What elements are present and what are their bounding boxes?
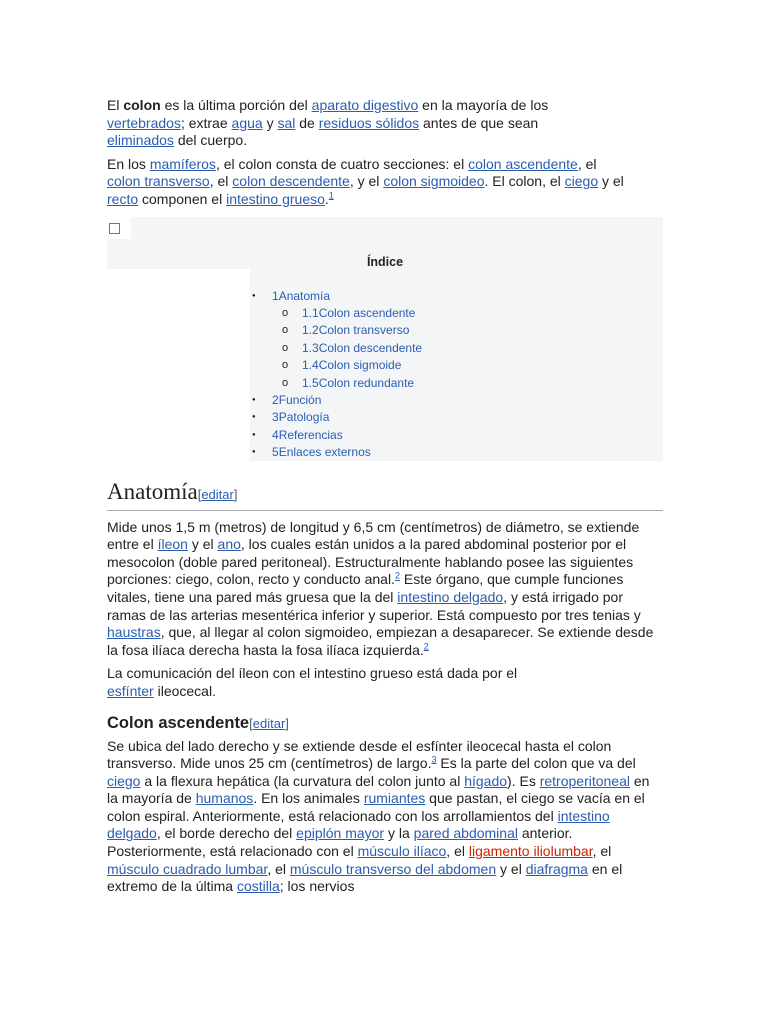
ascendente-paragraph-1 xyxy=(107,738,663,896)
text: , el xyxy=(577,155,597,172)
text: Es la parte del colon que va del xyxy=(436,755,636,772)
text: , y está irrigado por ramas de las arterias mesentérica inferior y superior. Está compuesto por tres tenias y xyxy=(107,588,641,623)
text: ; los nervios xyxy=(279,878,355,895)
toc-title: Índice xyxy=(366,254,404,269)
text: y el xyxy=(496,860,526,877)
text: ). Es xyxy=(507,772,540,789)
toc-item[interactable] xyxy=(252,305,422,322)
toc-item[interactable] xyxy=(252,444,422,461)
link-colon-sigmoideo[interactable]: colon sigmoideo xyxy=(383,173,485,190)
link-eliminados[interactable]: eliminados xyxy=(107,132,174,149)
toc-label[interactable]: Colon transverso xyxy=(318,323,410,338)
toc-item[interactable] xyxy=(252,322,422,339)
text: ; extrae xyxy=(180,114,232,131)
anatomia-paragraph-2 xyxy=(107,665,547,700)
reference-marker[interactable] xyxy=(329,190,334,200)
link-ano[interactable]: ano xyxy=(217,536,241,553)
link-costilla[interactable]: costilla xyxy=(236,878,280,895)
link-rumiantes[interactable]: rumiantes xyxy=(363,790,426,807)
text: del cuerpo. xyxy=(173,132,248,149)
text: , el xyxy=(209,173,233,190)
edit-link[interactable]: editar xyxy=(252,715,286,731)
toc-item[interactable] xyxy=(252,409,422,426)
link-sal[interactable]: sal xyxy=(277,114,296,131)
text: antes de que sean xyxy=(419,114,539,131)
section-heading-anatomia xyxy=(107,479,663,511)
toc-item[interactable] xyxy=(252,288,422,305)
text: . En los animales xyxy=(253,790,364,807)
article-subject: colon xyxy=(123,97,161,113)
table-of-contents xyxy=(107,217,663,461)
text: . xyxy=(324,190,329,207)
text: , los cuales están unidos a la pared abdominal posterior por el mesocolon (doble pared peritoneal). Estructuralmente hablando posee las siguientes porciones: ciego, colon, recto y conducto anal. xyxy=(107,536,634,588)
text: ileocecal. xyxy=(153,682,216,699)
text: componen el xyxy=(138,190,227,207)
toc-toggle-checkbox-icon[interactable] xyxy=(109,223,120,234)
link-intestino-grueso[interactable]: intestino grueso xyxy=(226,190,325,207)
link-humanos[interactable]: humanos xyxy=(195,790,254,807)
link-musculo-cuadrado-lumbar[interactable]: músculo cuadrado lumbar xyxy=(107,860,268,877)
link-recto[interactable]: recto xyxy=(107,190,139,207)
text: , el borde derecho del xyxy=(156,825,297,842)
link-aparato-digestivo[interactable]: aparato digestivo xyxy=(311,97,419,113)
link-ileon[interactable]: íleon xyxy=(157,536,188,553)
toc-number: 1.3 xyxy=(302,340,319,355)
text: que pastan, el ciego se vacía en el colon espiral. Anteriormente, está relacionado con los arrollamientos del xyxy=(107,790,645,824)
toc-label[interactable]: Función xyxy=(278,392,322,407)
text: , el xyxy=(267,860,290,877)
text: La comunicación del íleon con el intestino grueso está dada por el xyxy=(107,665,518,682)
toc-item[interactable] xyxy=(252,427,422,444)
link-intestino-delgado[interactable]: intestino delgado xyxy=(107,807,610,842)
link-mamiferos[interactable]: mamíferos xyxy=(149,155,216,172)
heading-text: Colon ascendente xyxy=(107,713,250,732)
toc-list xyxy=(252,288,422,462)
toc-item[interactable] xyxy=(252,375,422,392)
link-ciego[interactable]: ciego xyxy=(107,772,141,789)
reference-link[interactable]: 2 xyxy=(394,570,400,581)
link-residuos-solidos[interactable]: residuos sólidos xyxy=(318,114,420,131)
text: Este órgano, que cumple funciones vitales, tiene una pared más gruesa que la del xyxy=(107,571,624,605)
toc-label[interactable]: Anatomía xyxy=(278,288,331,303)
edit-section-link: [editar] xyxy=(197,486,238,502)
intro-paragraph-2 xyxy=(107,156,627,209)
anatomia-paragraph-1 xyxy=(107,519,663,660)
link-agua[interactable]: agua xyxy=(231,114,263,131)
link-ciego[interactable]: ciego xyxy=(564,173,599,190)
text: es la última porción del xyxy=(160,97,312,113)
link-epiplon-mayor[interactable]: epiplón mayor xyxy=(296,825,385,842)
text: Mide unos 1,5 m (metros) de longitud y 6,5 cm (centímetros) de diámetro, se extiende entre el xyxy=(107,518,640,553)
toc-number: 1.5 xyxy=(302,375,319,390)
text: y xyxy=(262,114,278,131)
edit-link[interactable]: editar xyxy=(201,486,234,502)
link-colon-ascendente[interactable]: colon ascendente xyxy=(468,155,578,172)
heading-text: Anatomía xyxy=(107,478,198,504)
text: , el colon consta de cuatro secciones: el xyxy=(215,155,469,172)
toc-number: 1 xyxy=(272,288,279,303)
link-vertebrados[interactable]: vertebrados xyxy=(107,114,181,131)
link-colon-descendente[interactable]: colon descendente xyxy=(232,173,350,190)
link-diafragma[interactable]: diafragma xyxy=(525,860,588,877)
toc-label[interactable]: Patología xyxy=(278,410,330,425)
link-colon-transverso[interactable]: colon transverso xyxy=(107,173,210,190)
text: a la flexura hepática (la curvatura del colon junto al xyxy=(140,772,465,789)
toc-toggle-area xyxy=(107,217,131,239)
text: y el xyxy=(187,536,218,553)
text: y el xyxy=(598,173,624,190)
reference-link[interactable]: 2 xyxy=(423,641,429,652)
article-content xyxy=(107,97,663,902)
text: Se ubica del lado derecho y se extiende desde el esfínter ileocecal hasta el colon transverso. Mide unos 25 cm (centímetros) de largo. xyxy=(107,737,612,772)
text: de xyxy=(295,114,319,131)
toc-item[interactable] xyxy=(252,357,422,374)
link-retroperitoneal[interactable]: retroperitoneal xyxy=(539,772,630,789)
reference-link[interactable]: 1 xyxy=(328,190,334,201)
reference-marker[interactable] xyxy=(424,641,429,651)
toc-label[interactable]: Colon sigmoide xyxy=(318,358,402,373)
reference-link[interactable]: 3 xyxy=(431,754,437,765)
link-higado[interactable]: hígado xyxy=(464,772,508,789)
text: y la xyxy=(384,825,414,842)
link-musculo-transverso-abdomen[interactable]: músculo transverso del abdomen xyxy=(289,860,497,877)
link-intestino-delgado[interactable]: intestino delgado xyxy=(397,588,504,605)
toc-number: 3 xyxy=(272,410,279,425)
text: . El colon, el xyxy=(484,173,565,190)
text: anterior. Posteriormente, está relacionado con el xyxy=(107,825,573,860)
toc-item[interactable] xyxy=(252,340,422,357)
text: El xyxy=(107,97,124,113)
toc-number: 1.4 xyxy=(302,358,319,373)
toc-label[interactable]: Referencias xyxy=(278,427,343,442)
toc-number: 1.1 xyxy=(302,305,319,320)
toc-blank-area xyxy=(107,269,250,461)
text: , que, al llegar al colon sigmoideo, empiezan a desaparecer. Se extiende desde la fosa ilíaca derecha hasta la fosa ilíaca izquierda. xyxy=(107,624,654,658)
toc-label[interactable]: Enlaces externos xyxy=(278,445,371,460)
link-ligamento-iliolumbar[interactable]: ligamento iliolumbar xyxy=(468,843,593,860)
text: , y el xyxy=(349,173,384,190)
section-heading-colon-ascendente xyxy=(107,713,663,734)
link-esfinter[interactable]: esfínter xyxy=(107,682,154,699)
text: En los xyxy=(107,155,150,172)
toc-number: 2 xyxy=(272,392,279,407)
toc-label[interactable]: Colon ascendente xyxy=(318,305,416,320)
intro-paragraph-1 xyxy=(107,97,567,150)
toc-number: 1.2 xyxy=(302,323,319,338)
link-musculo-iliaco[interactable]: músculo ilíaco xyxy=(357,843,447,860)
text: , el xyxy=(446,843,469,860)
toc-number: 5 xyxy=(272,445,279,460)
text: en el extremo de la última xyxy=(107,860,623,895)
toc-label[interactable]: Colon redundante xyxy=(318,375,415,390)
text: en la mayoría de los xyxy=(418,97,549,113)
text: en la mayoría de xyxy=(107,772,650,807)
text: , el xyxy=(592,843,612,860)
toc-label[interactable]: Colon descendente xyxy=(318,340,423,355)
link-haustras[interactable]: haustras xyxy=(107,624,161,641)
edit-section-link: [editar] xyxy=(249,715,289,731)
link-pared-abdominal[interactable]: pared abdominal xyxy=(413,825,518,842)
toc-item[interactable] xyxy=(252,392,422,409)
toc-number: 4 xyxy=(272,427,279,442)
